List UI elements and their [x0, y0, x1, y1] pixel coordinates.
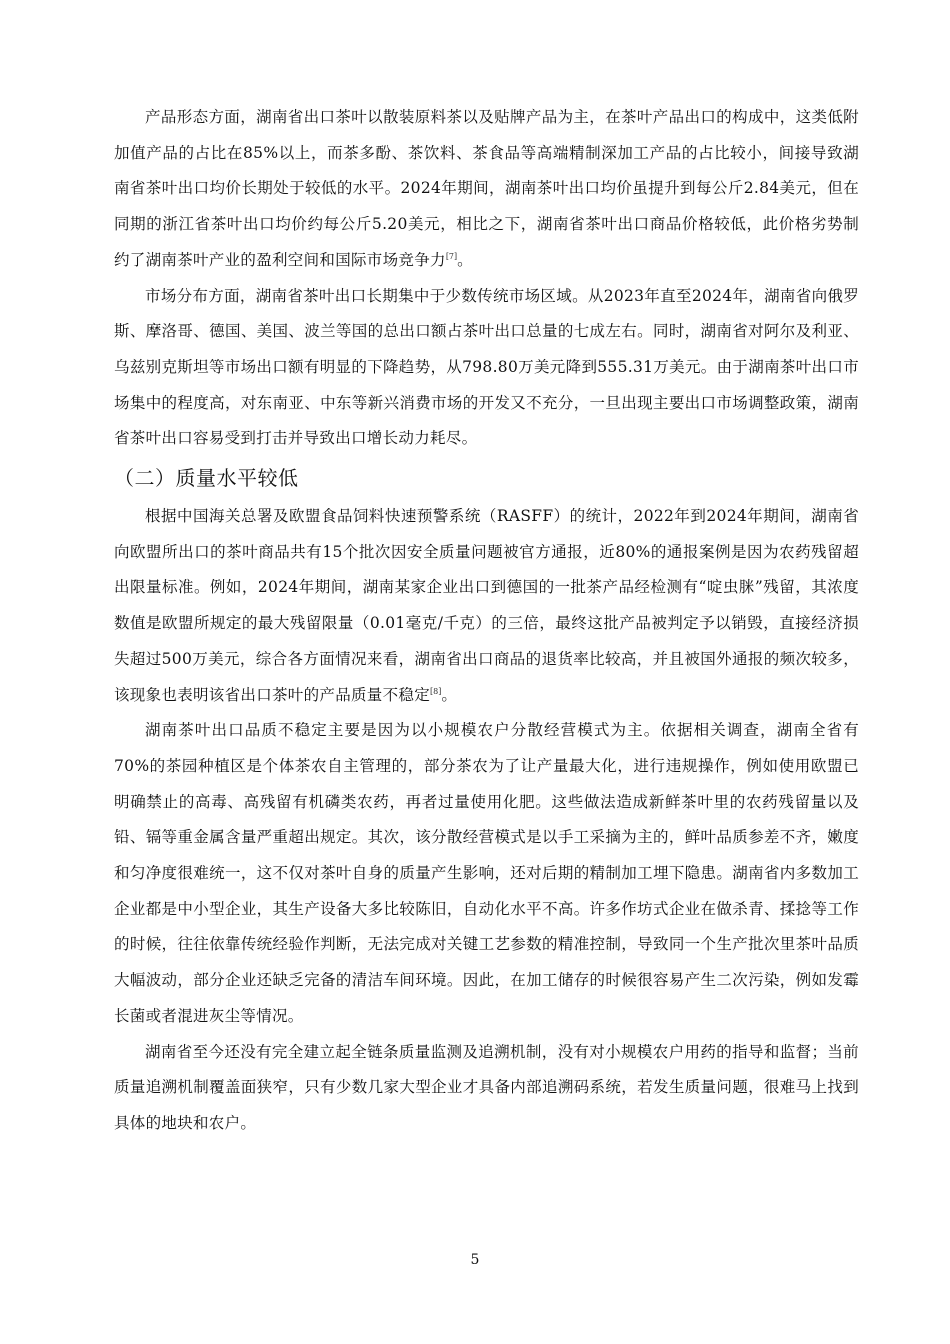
page-number: 5: [470, 1252, 480, 1268]
paragraph-text: 产品形态方面，湖南省出口茶叶以散装原料茶以及贴牌产品为主，在茶叶产品出口的构成中，这类低附加值产品的占比在85%以上，而茶多酚、茶饮料、茶食品等高端精制深加工产品的占比较小，间接导致湖南省茶叶出口均价长期处于较低的水平。2024年期间，湖南茶叶出口均价虽提升到每公斤2.84美元，但在同期的浙江省茶叶出口均价约每公斤5.20美元，相比之下，湖南省茶叶出口商品价格较低，此价格劣势制约了湖南茶叶产业的盈利空间和国际市场竞争力: [114, 108, 859, 269]
paragraph-text: 湖南茶叶出口品质不稳定主要是因为以小规模农户分散经营模式为主。依据相关调查，湖南全省有70%的茶园种植区是个体茶农自主管理的，部分茶农为了让产量最大化，进行违规操作，例如使用欧盟已明确禁止的高毒、高残留有机磷类农药，再者过量使用化肥。这些做法造成新鲜茶叶里的农药残留量以及铅、镉等重金属含量严重超出规定。其次，该分散经营模式是以手工采摘为主的，鲜叶品质参差不齐，嫩度和匀净度很难统一，这不仅对茶叶自身的质量产生影响，还对后期的精制加工埋下隐患。湖南省内多数加工企业都是中小型企业，其生产设备大多比较陈旧，自动化水平不高。许多作坊式企业在做杀青、揉捻等工作的时候，往往依靠传统经验作判断，无法完成对关键工艺参数的精准控制，导致同一个生产批次里茶叶品质大幅波动，部分企业还缺乏完备的清洁车间环境。因此，在加工储存的时候很容易产生二次污染，例如发霉长菌或者混进灰尘等情况。: [114, 721, 859, 1025]
paragraph-rasff-statistics: [114, 499, 859, 713]
paragraph-text: 市场分布方面，湖南省茶叶出口长期集中于少数传统市场区域。从2023年直至2024年，湖南省向俄罗斯、摩洛哥、德国、美国、波兰等国的总出口额占茶叶出口总量的七成左右。同时，湖南省对阿尔及利亚、乌兹别克斯坦等市场出口额有明显的下降趋势，从798.80万美元降到555.31万美元。由于湖南茶叶出口市场集中的程度高，对东南亚、中东等新兴消费市场的开发又不充分，一旦出现主要出口市场调整政策，湖南省茶叶出口容易受到打击并导致出口增长动力耗尽。: [114, 286, 859, 448]
page-body: [114, 100, 859, 1142]
paragraph-end: 。: [441, 685, 458, 704]
citation-ref: [8]: [430, 686, 442, 696]
paragraph-end: 。: [457, 250, 473, 269]
paragraph-product-form: [114, 100, 859, 279]
section-heading: （二）质量水平较低: [114, 466, 299, 491]
paragraph-market-distribution: [114, 279, 859, 458]
paragraph-quality-causes: [114, 713, 859, 1034]
paragraph-traceability: [114, 1035, 859, 1142]
paragraph-text: 根据中国海关总署及欧盟食品饲料快速预警系统（RASFF）的统计，2022年到2024年期间，湖南省向欧盟所出口的茶叶商品共有15个批次因安全质量问题被官方通报，近80%的通报案例是因为农药残留超出限量标准。例如，2024年期间，湖南某家企业出口到德国的一批茶产品经检测有“啶虫脒”残留，其浓度数值是欧盟所规定的最大残留限量（0.01毫克/千克）的三倍，最终这批产品被判定予以销毁，直接经济损失超过500万美元，综合各方面情况来看，湖南省出口商品的退货率比较高，并且被国外通报的频次较多，该现象也表明该省出口茶叶的产品质量不稳定: [114, 507, 859, 704]
citation-ref: [7]: [445, 251, 458, 261]
paragraph-text: 湖南省至今还没有完全建立起全链条质量监测及追溯机制，没有对小规模农户用药的指导和监督；当前质量追溯机制覆盖面狭窄，只有少数几家大型企业才具备内部追溯码系统，若发生质量问题，很难马上找到具体的地块和农户。: [114, 1042, 859, 1132]
